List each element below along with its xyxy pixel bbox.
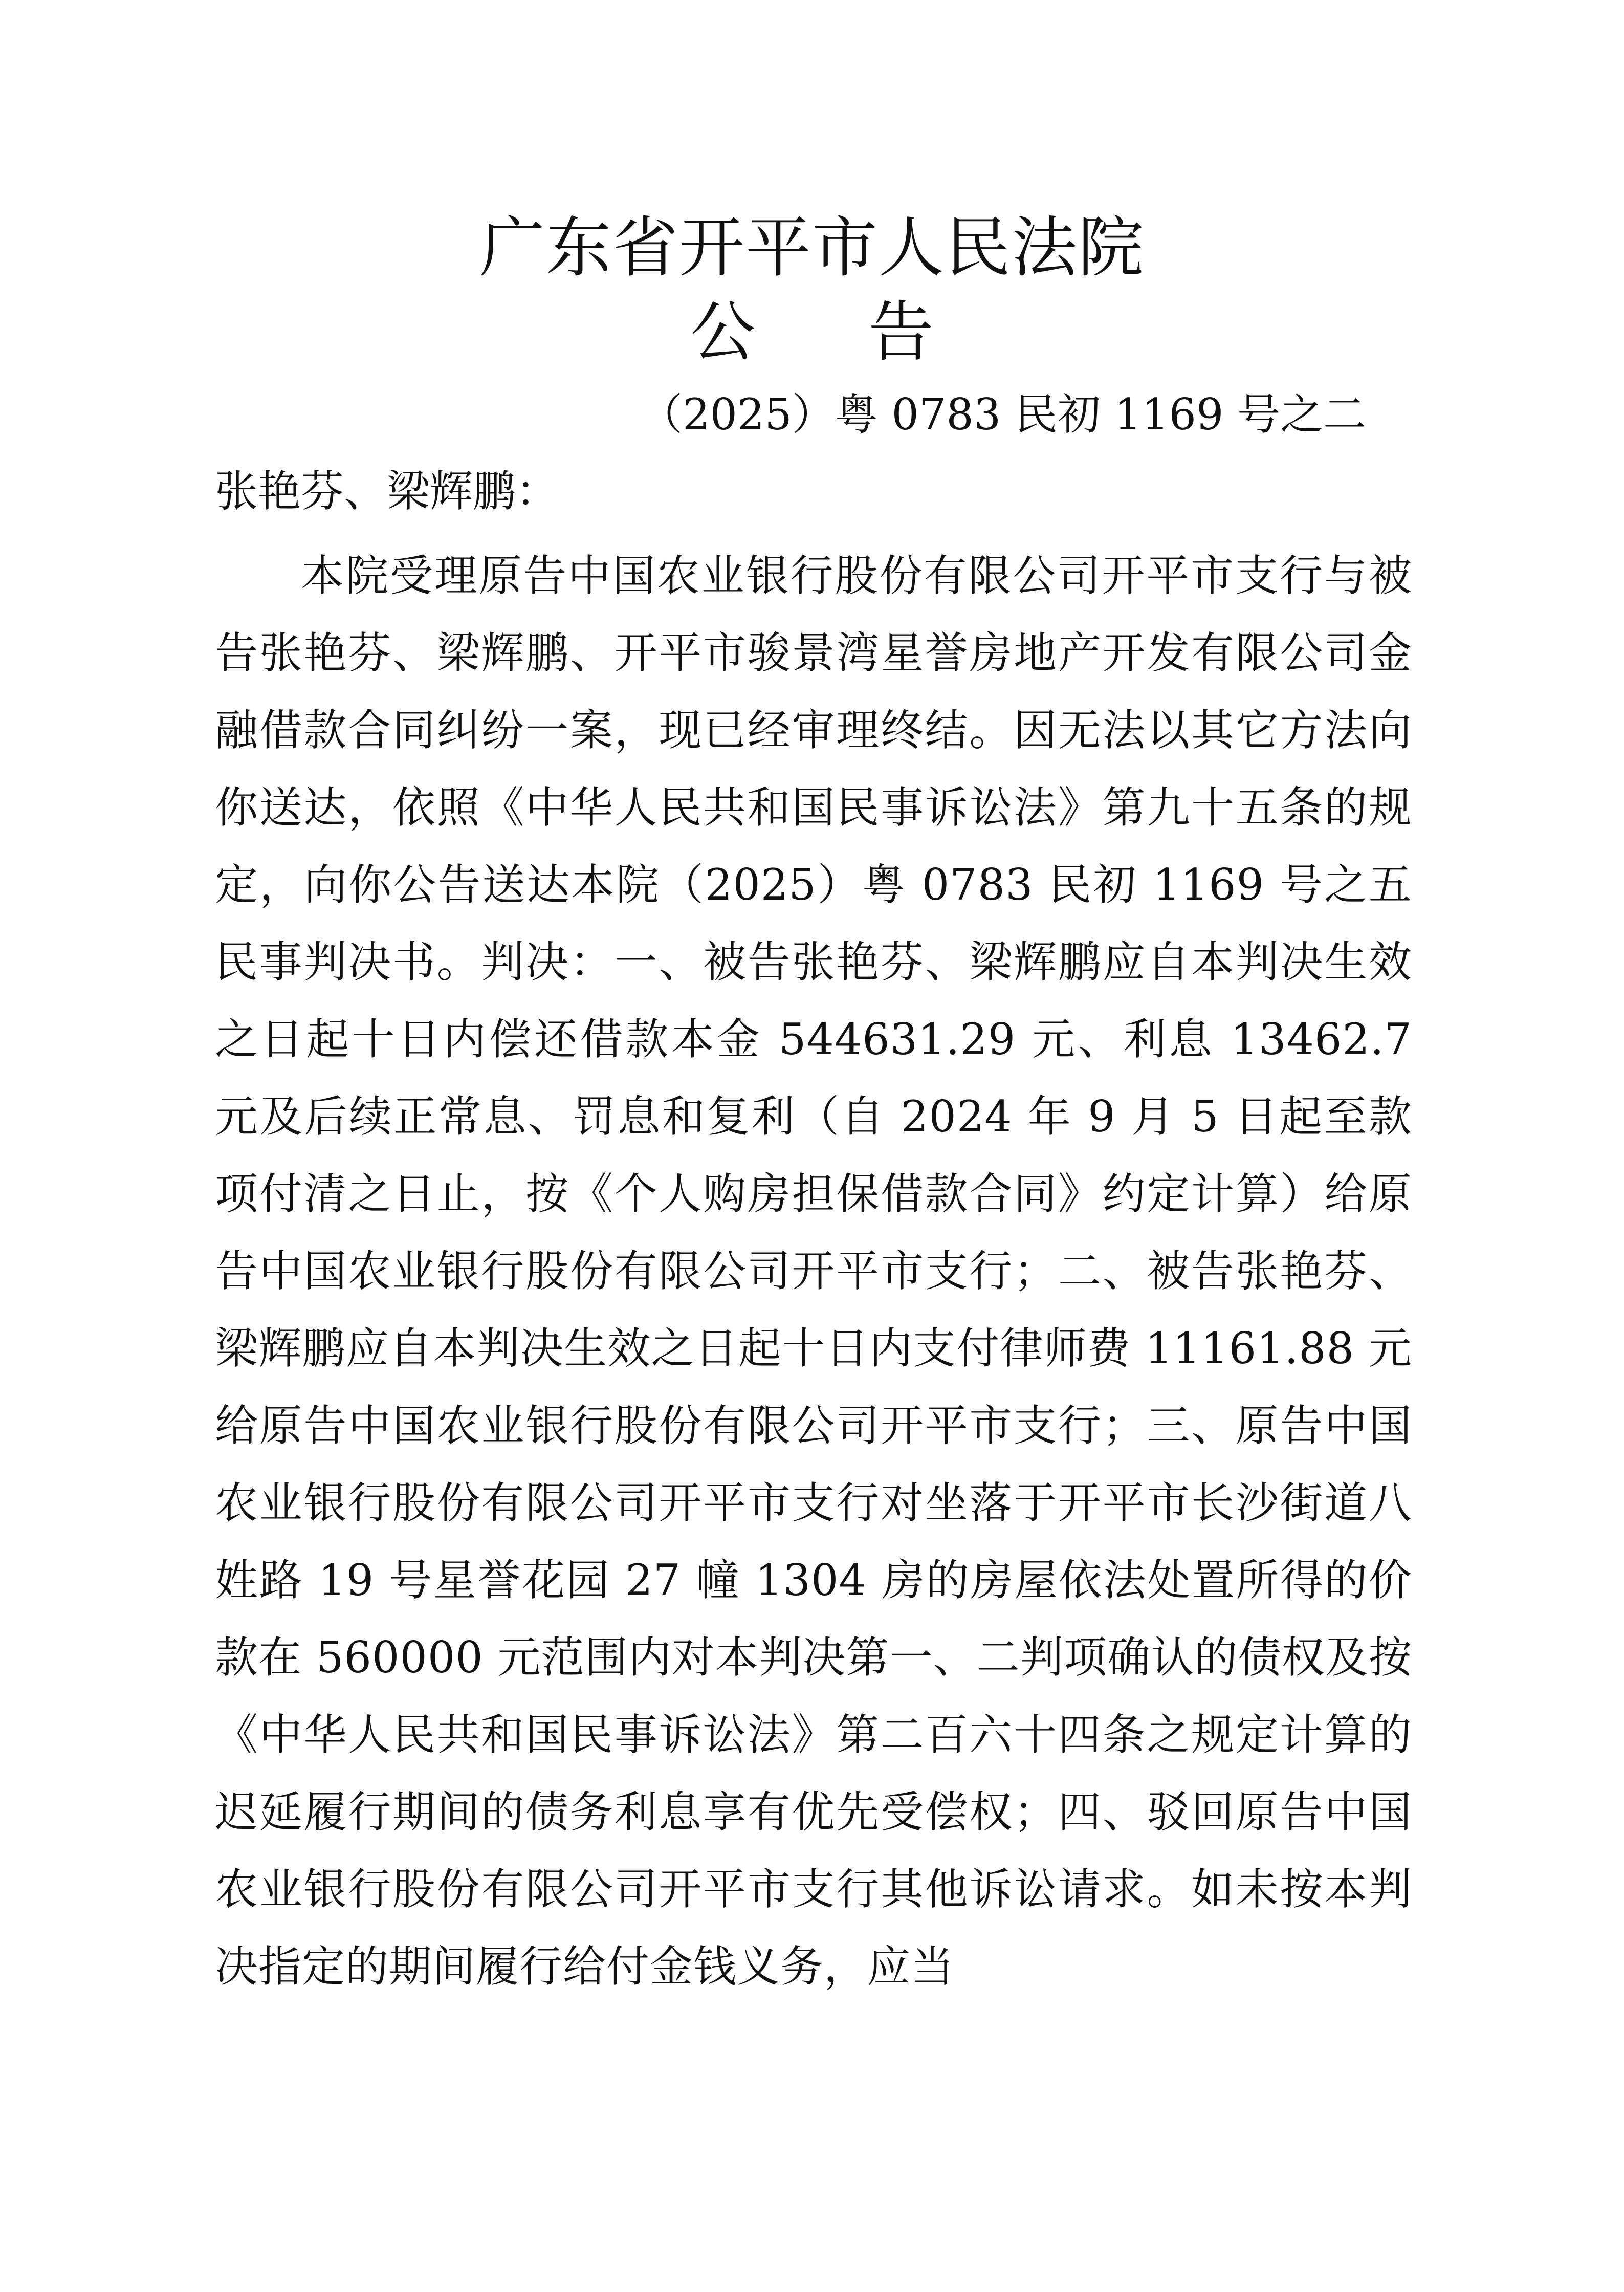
doc-type-char-1: 公 [690, 294, 756, 370]
court-name-heading: 广东省开平市人民法院 [479, 210, 1145, 286]
addressee: 张艳芬、梁辉鹏： [215, 466, 559, 516]
notice-body-paragraph: 本院受理原告中国农业银行股份有限公司开平市支行与被告张艳芬、梁辉鹏、开平市骏景湾星誉房地产开发有限公司金融借款合同纠纷一案，现已经审理终结。因无法以其它方法向你送达，依照《中华人民共和国民事诉讼法》第九十五条的规定，向你公告送达本院（2025）粤 0783 民初 1169 号之五民事判决书。判决：一、被告张艳芬、梁辉鹏应自本判决生效之日起十日内偿还借款本金 544631.29 元、利息 13462.7 元及后续正常息、罚息和复利（自 2024 年 9 月 5 日起至款项付清之日止，按《个人购房担保借款合同》约定计算）给原告中国农业银行股份有限公司开平市支行；二、被告张艳芬、梁辉鹏应自本判决生效之日起十日内支付律师费 11161.88 元给原告中国农业银行股份有限公司开平市支行；三、原告中国农业银行股份有限公司开平市支行对坐落于开平市长沙街道八姓路 19 号星誉花园 27 幢 1304 房的房屋依法处置所得的价款在 560000 元范围内对本判决第一、二判项确认的债权及按《中华人民共和国民事诉讼法》第二百六十四条之规定计算的迟延履行期间的债务利息享有优先受偿权；四、驳回原告中国农业银行股份有限公司开平市支行其他诉讼请求。如未按本判决指定的期间履行给付金钱义务，应当 [215, 551, 1412, 1992]
doc-type-char-2: 告 [868, 294, 934, 370]
case-number: （2025）粤 0783 民初 1169 号之二 [640, 389, 1367, 440]
document-type-heading [0, 294, 1624, 371]
